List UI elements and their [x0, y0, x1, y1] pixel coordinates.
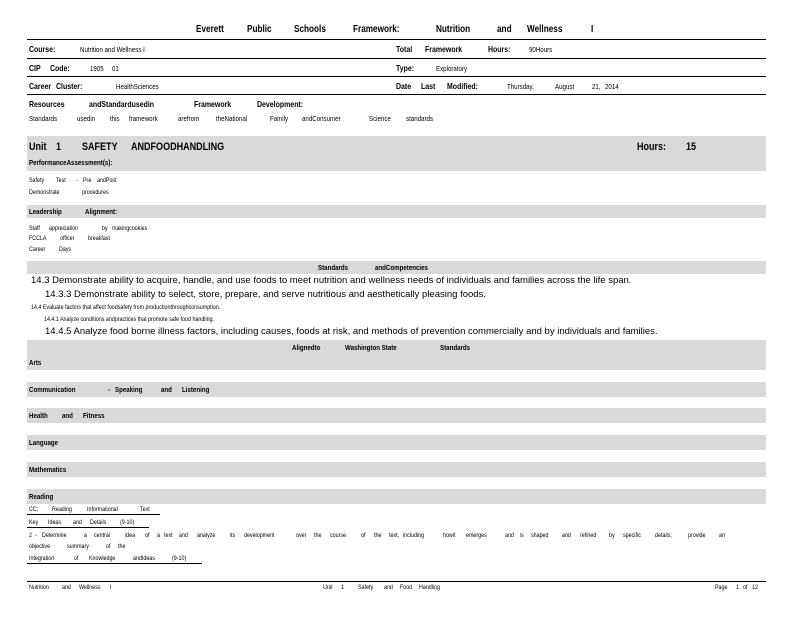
type-value: Exploratory: [436, 64, 468, 73]
resources-label: Framework: [194, 99, 232, 109]
footer-word: I: [110, 584, 112, 591]
text-word: Integration: [29, 555, 55, 562]
text-word: Demonstrate: [29, 189, 60, 196]
standard-item: 14.4.5 Analyze food borne illness factors, including causes, foods at risk, and methods of prevention commercially and by individuals and families.: [45, 326, 658, 337]
text-word: Safety: [29, 177, 45, 184]
date-value: 21,: [592, 82, 601, 91]
footer-word: 1: [341, 584, 344, 591]
subject-word: Fitness: [83, 411, 105, 420]
text-word: an: [719, 532, 725, 539]
standards-competencies-heading: Standards: [318, 263, 349, 272]
text-word: text,: [389, 532, 400, 539]
text-word: and: [562, 532, 571, 539]
text-word: provide: [688, 532, 706, 539]
leadership-label: Alignment:: [85, 207, 118, 216]
footer-word: Handling: [419, 584, 441, 591]
text-word: usedin: [77, 114, 96, 123]
text-word: Days: [59, 246, 72, 253]
text-word: by: [609, 532, 615, 539]
divider: [27, 39, 766, 40]
aligned-heading: Standards: [440, 343, 471, 352]
text-word: Ideas: [48, 519, 62, 526]
text-word: officer: [60, 235, 75, 242]
standard-item: 14.4.1 Analyze conditions andpractices that promote safe food handling.: [44, 316, 215, 323]
subject-mathematics: Mathematics: [29, 465, 67, 474]
performance-assessment-label: PerformanceAssessment(s):: [29, 158, 113, 167]
standard-item: 14.3 Demonstrate ability to acquire, handle, and use foods to meet nutrition and wellness needs of individuals and families across the life span.: [31, 275, 632, 286]
text-word: a: [157, 532, 160, 539]
standard-item: 14.3.3 Demonstrate ability to select, store, prepare, and serve nutritious and aesthetically pleasing foods.: [45, 289, 486, 300]
cluster-value: HealthSciences: [116, 82, 159, 91]
text-word: (9-10): [172, 555, 187, 562]
aligned-heading: Washington State: [345, 343, 397, 352]
text-word: andConsumer: [302, 114, 341, 123]
text-word: Details: [90, 519, 107, 526]
text-word: development: [244, 532, 275, 539]
type-label: Type:: [396, 63, 415, 73]
text-word: andPost: [97, 177, 117, 184]
title-word: Nutrition: [436, 24, 471, 35]
page-number: 12: [752, 584, 758, 591]
footer-word: Unit: [323, 584, 333, 591]
title-word: Schools: [294, 24, 326, 35]
footer-word: Food: [400, 584, 413, 591]
total-label: Total: [396, 44, 413, 54]
standard-item: 14.4 Evaluate factors that affect foodsafety from productionthroughconsumption.: [31, 304, 221, 311]
language-band: [27, 435, 766, 450]
divider: [27, 76, 766, 77]
date-value: Thursday,: [507, 82, 534, 91]
unit-number: 1: [56, 141, 62, 153]
text-word: Knowledge: [89, 555, 116, 562]
text-word: Key: [29, 519, 39, 526]
text-word: summary: [67, 543, 89, 550]
leadership-band: [27, 205, 766, 218]
unit-title: SAFETY: [82, 141, 118, 153]
footer-word: Nutrition: [29, 584, 49, 591]
cip-label: Code:: [50, 63, 70, 73]
text-word: the: [118, 543, 126, 550]
text-word: of: [74, 555, 79, 562]
footer-word: and: [62, 584, 71, 591]
text-word: CC:: [29, 506, 39, 513]
unit-hours-label: Hours:: [637, 141, 667, 153]
resources-label: Development:: [257, 99, 304, 109]
page-number: Page: [715, 584, 728, 591]
text-word: central: [94, 532, 111, 539]
subject-reading: Reading: [29, 492, 54, 501]
text-word: idea: [125, 532, 136, 539]
text-word: FCCLA: [29, 235, 47, 242]
text-word: theNational: [216, 114, 248, 123]
text-word: Standards: [29, 114, 58, 123]
text-word: is: [520, 532, 524, 539]
cip-label: CIP: [29, 63, 41, 73]
text-word: including: [403, 532, 425, 539]
title-word: Wellness: [527, 24, 563, 35]
text-word: Family: [270, 114, 289, 123]
subject-arts: Arts: [29, 358, 42, 367]
text-word: Determine: [42, 532, 67, 539]
unit-word: Unit: [29, 141, 47, 153]
text-word: Informational: [87, 506, 118, 513]
standards-competencies-heading: andCompetencies: [375, 263, 428, 272]
text-word: framework: [129, 114, 158, 123]
date-label: Date: [396, 81, 412, 91]
subject-language: Language: [29, 438, 59, 447]
health-band: [27, 408, 766, 423]
text-word: specific: [623, 532, 641, 539]
text-word: the: [314, 532, 322, 539]
title-word: Framework:: [353, 24, 400, 35]
aligned-heading: Alignedto: [292, 343, 321, 352]
unit-hours-value: 15: [686, 141, 697, 153]
text-word: and: [505, 532, 514, 539]
leadership-label: Leadership: [29, 207, 62, 216]
subject-word: -: [108, 385, 111, 394]
text-word: analyze: [197, 532, 216, 539]
text-word: (9-10): [120, 519, 135, 526]
total-label: Framework: [425, 44, 463, 54]
text-word: 2: [29, 532, 32, 539]
text-word: makingcookies: [112, 225, 148, 232]
text-word: howit: [443, 532, 456, 539]
text-word: appreciation: [49, 225, 79, 232]
text-word: emerges: [466, 532, 487, 539]
text-word: its: [230, 532, 236, 539]
footer-word: Safety: [358, 584, 374, 591]
text-word: andIdeas: [133, 555, 155, 562]
text-word: details;: [655, 532, 672, 539]
text-word: standards: [406, 114, 434, 123]
text-word: of: [145, 532, 150, 539]
cluster-label: Cluster:: [56, 81, 83, 91]
text-word: of: [106, 543, 111, 550]
cip-value: 01: [112, 64, 119, 73]
text-word: and: [73, 519, 82, 526]
date-value: August: [555, 82, 575, 91]
text-word: Reading: [52, 506, 72, 513]
unit-title: ANDFOODHANDLING: [131, 141, 225, 153]
text-word: refined: [580, 532, 597, 539]
cip-value: 1905: [90, 64, 104, 73]
title-word: I: [591, 24, 594, 35]
date-value: 2014: [605, 82, 619, 91]
title-word: Everett: [196, 24, 224, 35]
total-hours-value: 90Hours: [529, 45, 553, 54]
subject-word: Listening: [182, 385, 210, 394]
page-number: of: [743, 584, 748, 591]
footer-word: and: [384, 584, 393, 591]
cluster-label: Career: [29, 81, 52, 91]
text-word: text: [164, 532, 173, 539]
text-word: course: [330, 532, 347, 539]
text-word: Text: [140, 506, 150, 513]
course-value: Nutrition and Wellness I: [80, 45, 145, 54]
text-word: Career: [29, 246, 46, 253]
footer-divider: [27, 581, 766, 582]
mathematics-band: [27, 462, 766, 477]
text-word: and: [179, 532, 188, 539]
text-word: shaped: [531, 532, 549, 539]
text-word: of: [361, 532, 366, 539]
text-word: over: [296, 532, 307, 539]
subject-word: and: [161, 385, 172, 394]
text-word: by: [102, 225, 108, 232]
divider: [27, 58, 766, 59]
subject-word: Speaking: [115, 385, 143, 394]
text-word: Pre: [83, 177, 92, 184]
text-word: arefrom: [178, 114, 200, 123]
text-word: -: [35, 532, 37, 539]
subject-word: and: [62, 411, 73, 420]
text-word: Science: [369, 114, 391, 123]
subject-communication: Communication: [29, 385, 76, 394]
date-label: Last: [421, 81, 436, 91]
resources-label: andStandardusedin: [89, 99, 155, 109]
total-label: Hours:: [488, 44, 511, 54]
title-word: Public: [247, 24, 272, 35]
text-word: breakfast: [88, 235, 110, 242]
text-word: -: [76, 177, 78, 184]
text-word: the: [374, 532, 382, 539]
footer-word: Wellness: [79, 584, 101, 591]
text-word: Test: [56, 177, 66, 184]
title-word: and: [497, 24, 512, 35]
text-word: a: [84, 532, 87, 539]
text-word: objective: [29, 543, 51, 550]
date-label: Modified:: [447, 81, 478, 91]
subject-health: Health: [29, 411, 48, 420]
text-word: this: [110, 114, 120, 123]
divider: [27, 94, 766, 95]
page-number: 1: [736, 584, 739, 591]
text-word: Staff: [29, 225, 40, 232]
reading-band: [27, 489, 766, 504]
resources-label: Resources: [29, 99, 65, 109]
course-label: Course:: [29, 44, 56, 54]
text-word: procedures: [82, 189, 109, 196]
